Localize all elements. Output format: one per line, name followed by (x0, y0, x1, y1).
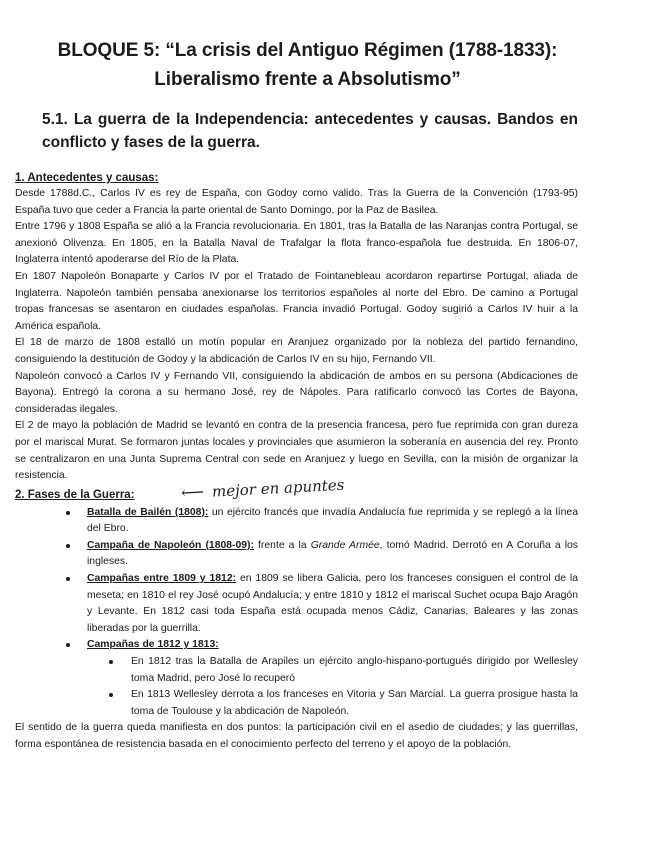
list-item (87, 637, 578, 720)
sub-list-item: En 1813 Wellesley derrota a los franceses en Vitoria y San Marcial. La guerra prosigue hasta la toma de Toulouse y la abdicación de Napoleón. (131, 687, 578, 720)
list-item (87, 505, 578, 538)
left-arrow-icon: ⟵ (180, 481, 205, 502)
section-2-header (15, 475, 578, 503)
section-subtitle: 5.1. La guerra de la Independencia: antecedentes y causas. Bandos en conflicto y fases de la guerra. (42, 111, 578, 151)
paragraph: Desde 1788d.C., Carlos IV es rey de España, con Godoy como valido. Tras la Guerra de la Convención (1793-95) España tuvo que ceder a Francia la parte oriental de Santo Domingo, por la Paz de Basilea. (15, 188, 578, 216)
closing-paragraph: El sentido de la guerra queda manifiesta en dos puntos: la participación civil en el asedio de ciudades; y las guerrillas, forma espontánea de resistencia basada en el conocimiento perfecto del terreno y el apoyo de la población. (15, 722, 578, 750)
phase-text: un ejército francés que invadía Andalucía fue reprimida y se replegó a la línea del Ebro. (87, 506, 578, 535)
title-line-1: BLOQUE 5: “La crisis del Antiguo Régimen (1788-1833): (57, 40, 558, 61)
sub-list (87, 654, 578, 720)
title-line-2: Liberalismo frente a Absolutismo” (154, 69, 461, 90)
phase-text: en 1809 se libera Galicia, pero los franceses consiguen el control de la meseta; en 1810 el rey José ocupó Andalucía; y entre 1810 y 1812 el mariscal Suchet ocupa Bajo Aragón y Levante. En 1812 casi toda España está ocupada menos Cádiz, Canarias, Baleares y las zonas liberadas por la guerrilla. (87, 573, 578, 634)
list-item (87, 538, 578, 571)
paragraph: En 1807 Napoleón Bonaparte y Carlos IV por el Tratado de Fointanebleau acordaron repartirse Portugal, aliada de Inglaterra. Napoleón también pensaba anexionarse los territorios españoles al norte del Ebro. De camino a Portugal tropas francesas se asentaron en ciudades españolas. Francia invadió Portugal. Godoy sugirió a Carlos IV huir a la América española. (15, 270, 578, 332)
phase-text-italic: Grande Armée (310, 539, 380, 551)
phase-label: Campañas entre 1809 y 1812: (87, 573, 237, 585)
paragraph: El 2 de mayo la población de Madrid se levantó en contra de la presencia francesa, pero fue reprimida con gran dureza por el mariscal Murat. Se formaron juntas locales y provinciales que asumieron la soberanía en ausencia del rey. Pronto se centralizaron en una Junta Suprema Central con sede en Aranjuez y luego en Sevilla, con la misión de organizar la resistencia. (15, 420, 578, 482)
phase-label: Campañas de 1812 y 1813: (87, 639, 219, 651)
paragraph: Napoleón convocó a Carlos IV y Fernando VII, consiguiendo la abdicación de ambos en su persona (Abdicaciones de Bayona). Entregó la corona a su hermano José, rey de Nápoles. Para ratificarlo convocó las Cortes de Bayona, consideradas ilegales. (15, 370, 578, 415)
section-1-heading: 1. Antecedentes y causas: (15, 172, 159, 184)
phase-text: frente a la (253, 539, 311, 551)
phase-label: Campaña de Napoleón (1808-09): (87, 539, 254, 551)
paragraph: Entre 1796 y 1808 España se alió a la Francia revolucionaria. En 1801, tras la Batalla de las Naranjas contra Portugal, se anexionó Olivenza. En 1805, en la Batalla Naval de Trafalgar la flota franco-española fue destruida. En 1806-07, Inglaterra intentó apoderarse del Río de la Plata. (15, 221, 578, 266)
handwritten-note-text: mejor en apuntes (211, 475, 345, 501)
paragraph: El 18 de marzo de 1808 estalló un motín popular en Aranjuez organizado por la nobleza del partido fernandino, consiguiendo la destitución de Godoy y la abdicación de Carlos IV en su hijo, Fernando VII. (15, 337, 578, 365)
phase-label: Batalla de Bailén (1808): (87, 506, 209, 518)
list-item (87, 571, 578, 637)
phases-list (15, 505, 578, 721)
sub-list-item: En 1812 tras la Batalla de Arapiles un ejército anglo-hispano-portugués dirigido por Wellesley toma Madrid, pero José lo recuperó (131, 654, 578, 687)
document-title (15, 36, 578, 94)
section-2-heading: 2. Fases de la Guerra: (15, 488, 135, 501)
phase-text: , tomó Madrid. Derrotó en A Coruña a los ingleses. (87, 539, 578, 568)
